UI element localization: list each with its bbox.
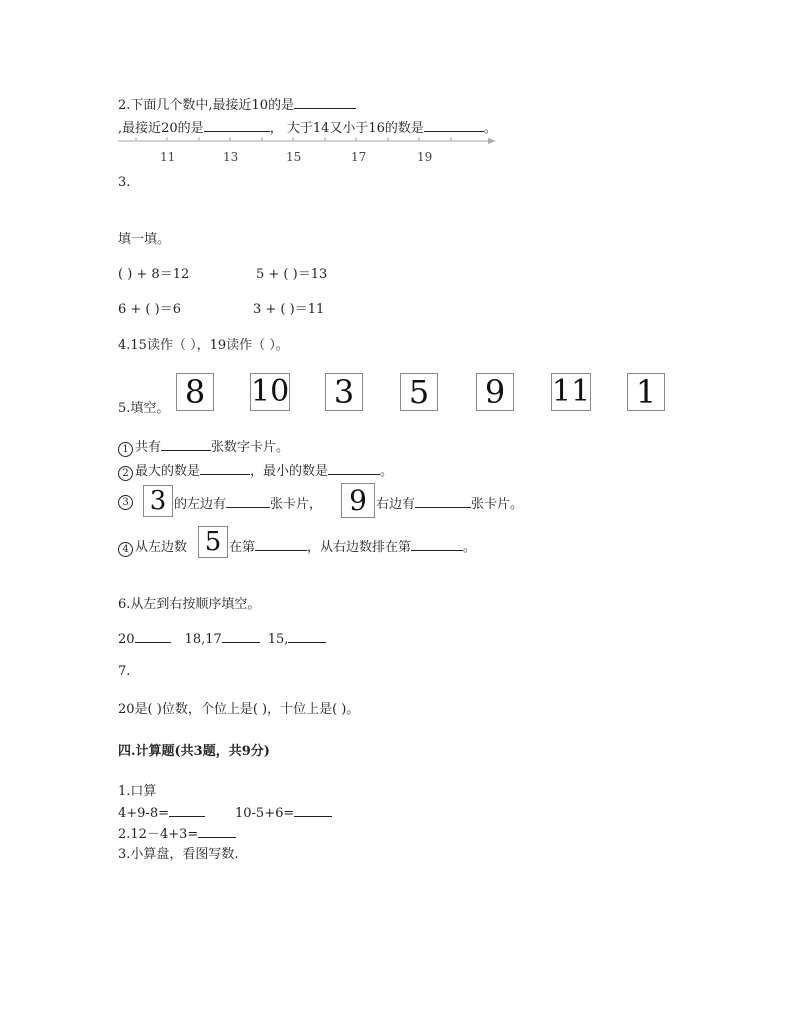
tick-label-17: 17 — [351, 150, 367, 164]
s4-q1-row — [118, 803, 332, 821]
s4-q2-blank[interactable] — [198, 824, 236, 838]
q5-sub3-b: 张卡片， — [270, 497, 323, 512]
q3-equation-1[interactable]: ( ) + 8＝12 — [118, 267, 190, 282]
digit-card-9: 9 — [476, 373, 514, 411]
q5-sub4-b: 在第 — [229, 540, 256, 555]
digit-card-5: 5 — [400, 373, 438, 411]
q5-sub2-c: 。 — [380, 464, 394, 479]
q2-line1 — [118, 94, 356, 113]
q3-equation-3[interactable]: 6 + ( )＝6 — [118, 302, 181, 317]
s4-q1-title: 1.口算 — [118, 784, 157, 799]
q5-sub4-text-b — [229, 536, 476, 555]
s4-q1-blank-b[interactable] — [294, 803, 332, 817]
q5-sub2-b: ，最小的数是 — [250, 464, 329, 479]
s4-q1-blank-a[interactable] — [169, 803, 205, 817]
circle-number-4: 4 — [118, 542, 133, 557]
q5-sub2-blank-max[interactable] — [200, 461, 250, 475]
q5-sub3-c: 右边有 — [376, 497, 416, 512]
q6-blank-2[interactable] — [222, 629, 260, 643]
q6-blank-1[interactable] — [135, 629, 171, 643]
circle-number-1: 1 — [118, 442, 133, 457]
q6-blank-3[interactable] — [288, 629, 326, 643]
q5-sub4-text-a — [118, 536, 187, 557]
s4-q2-expr: 2.12－4+3= — [118, 827, 199, 842]
q3-equation-2[interactable]: 5 + ( )＝13 — [256, 267, 328, 282]
q3-equation-4[interactable]: 3 + ( )＝11 — [253, 302, 325, 317]
q5-sub2-a: 最大的数是 — [135, 464, 201, 479]
digit-card-3: 3 — [325, 373, 363, 411]
q2-blank-between[interactable] — [424, 118, 484, 132]
q5-sub2 — [118, 460, 393, 481]
q5-sub1 — [118, 436, 289, 457]
q3-title: 填一填。 — [118, 232, 171, 247]
number-line — [116, 134, 500, 150]
q5-sub3-a: 的左边有 — [174, 497, 227, 512]
circle-number-3: 3 — [118, 495, 133, 510]
q2-line2-text: ,最接近20的是 — [118, 121, 204, 136]
q5-sub1-blank[interactable] — [161, 437, 211, 451]
circle-number-2: 2 — [118, 466, 133, 481]
tick-label-11: 11 — [160, 150, 176, 164]
q2-blank-near10[interactable] — [294, 95, 356, 109]
s4-q1-expr-a: 4+9-8= — [118, 806, 169, 821]
digit-card-1: 1 — [627, 373, 665, 411]
q6-title: 6.从左到右按顺序填空。 — [118, 597, 261, 612]
s4-q1-expr-b: 10-5+6= — [235, 806, 295, 821]
q5-sub3-mark — [118, 493, 135, 510]
q6-part-2: 18,17 — [184, 632, 222, 647]
q6-part-3: 15, — [267, 632, 289, 647]
s4-q3-text: 3.小算盘，看图写数. — [118, 847, 239, 862]
digit-card-3-inline: 3 — [143, 485, 173, 517]
digit-card-5-inline: 5 — [198, 526, 228, 558]
q5-sub4-d: 。 — [463, 540, 477, 555]
s4-q2-row — [118, 823, 236, 842]
tick-label-19: 19 — [417, 150, 433, 164]
q5-sub3-text-b — [376, 493, 523, 512]
q2-line2-end: 。 — [483, 121, 497, 136]
digit-card-11: 11 — [552, 374, 591, 409]
q3-number: 3. — [118, 175, 131, 190]
q2-line1-text: 2.下面几个数中,最接近10的是 — [118, 98, 295, 113]
q5-sub3-blank-left[interactable] — [226, 494, 270, 508]
q5-sub3-d: 张卡片。 — [471, 497, 524, 512]
q5-sub4-a: 从左边数 — [135, 540, 188, 555]
q2-blank-near20[interactable] — [204, 118, 270, 132]
tick-label-15: 15 — [286, 150, 302, 164]
digit-card-9-inline: 9 — [341, 483, 375, 518]
q5-sub4-blank-right[interactable] — [411, 537, 463, 551]
digit-card-10: 10 — [251, 374, 290, 409]
section-4-title: 四.计算题(共3题，共9分) — [118, 744, 270, 759]
tick-label-13: 13 — [223, 150, 239, 164]
q6-part-1: 20 — [118, 632, 135, 647]
q5-sub1-a: 共有 — [135, 440, 162, 455]
q6-sequence — [118, 629, 326, 647]
q5-sub4-blank-left[interactable] — [255, 537, 307, 551]
q5-label: 5.填空。 — [118, 401, 170, 416]
q5-sub2-blank-min[interactable] — [328, 461, 380, 475]
q7-text[interactable]: 20是( )位数，个位上是( )，十位上是( )。 — [118, 702, 360, 717]
q4-text[interactable]: 4.15读作（ ），19读作（ ）。 — [118, 338, 289, 353]
q2-line2-mid: ， 大于14又小于16的数是 — [269, 121, 424, 136]
q5-sub1-b: 张数字卡片。 — [211, 440, 290, 455]
q5-sub3-text-a — [174, 493, 322, 512]
q5-sub3-blank-right[interactable] — [415, 494, 471, 508]
digit-card-8: 8 — [176, 373, 214, 411]
q7-number: 7. — [118, 664, 131, 679]
q5-sub4-c: ，从右边数排在第 — [307, 540, 412, 555]
